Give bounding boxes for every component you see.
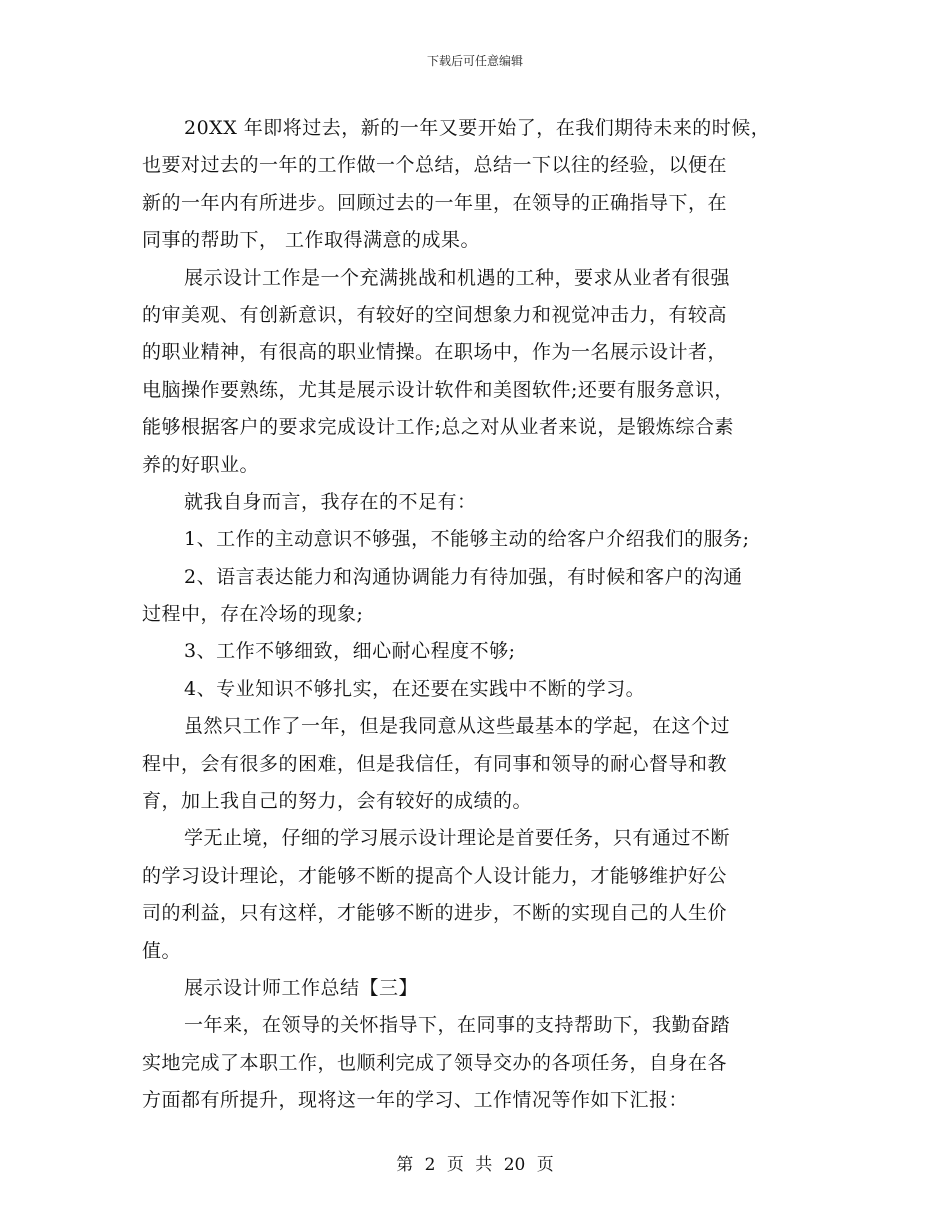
text-line: 新的一年内有所进步。回顾过去的一年里，在领导的正确指导下，在: [142, 191, 728, 214]
text-line: 值。: [142, 939, 182, 962]
text-line: 虽然只工作了一年，但是我同意从这些最基本的学起，在这个过: [184, 715, 731, 738]
text-line: 一年来，在领导的关怀指导下，在同事的支持帮助下，我勤奋踏: [184, 1014, 731, 1037]
text-line: 方面都有所提升，现将这一年的学习、工作情况等作如下汇报：: [142, 1089, 689, 1112]
page-number: 第 2 页 共 20 页: [396, 1155, 554, 1175]
text-line: 2、语言表达能力和沟通协调能力有待加强，有时候和客户的沟通: [184, 565, 743, 588]
text-line: 4、专业知识不够扎实，在还要在实践中不断的学习。: [184, 677, 646, 700]
text-line: 展示设计工作是一个充满挑战和机遇的工种，要求从业者有很强: [184, 266, 731, 289]
text-line: 电脑操作要熟练，尤其是展示设计软件和美图软件;还要有服务意识，: [142, 378, 734, 401]
text-line: 程中，会有很多的困难，但是我信任，有同事和领导的耐心督导和教: [142, 752, 728, 775]
text-line: 实地完成了本职工作，也顺利完成了领导交办的各项任务，自身在各: [142, 1051, 728, 1074]
text-line: 育，加上我自己的努力，会有较好的成绩的。: [142, 790, 533, 813]
document-body: [142, 110, 822, 1120]
text-line: 学无止境，仔细的学习展示设计理论是首要任务，只有通过不断: [184, 827, 731, 850]
text-line: 就我自身而言，我存在的不足有：: [184, 490, 477, 513]
text-line: 的学习设计理论，才能够不断的提高个人设计能力，才能够维护好公: [142, 864, 728, 887]
text-line: 20XX 年即将过去，新的一年又要开始了，在我们期待未来的时候，: [184, 117, 771, 139]
text-line: 也要对过去的一年的工作做一个总结，总结一下以往的经验，以便在: [142, 154, 728, 177]
page-header: 下载后可任意编辑: [426, 54, 523, 68]
section-heading: 展示设计师工作总结【三】: [184, 976, 419, 999]
text-line: 1、工作的主动意识不够强，不能够主动的给客户介绍我们的服务;: [184, 528, 750, 551]
text-line: 的职业精神，有很高的职业情操。在职场中，作为一名展示设计者，: [142, 341, 728, 364]
text-line: 养的好职业。: [142, 453, 260, 476]
text-line: 的审美观、有创新意识，有较好的空间想象力和视觉冲击力，有较高: [142, 303, 728, 326]
text-line: 能够根据客户的要求完成设计工作;总之对从业者来说，是锻炼综合素: [142, 416, 734, 439]
text-line: 过程中，存在冷场的现象;: [142, 603, 364, 626]
text-line: 同事的帮助下， 工作取得满意的成果。: [142, 229, 481, 252]
text-line: 3、工作不够细致，细心耐心程度不够;: [184, 640, 516, 663]
text-line: 司的利益，只有这样，才能够不断的进步，不断的实现自己的人生价: [142, 902, 728, 925]
